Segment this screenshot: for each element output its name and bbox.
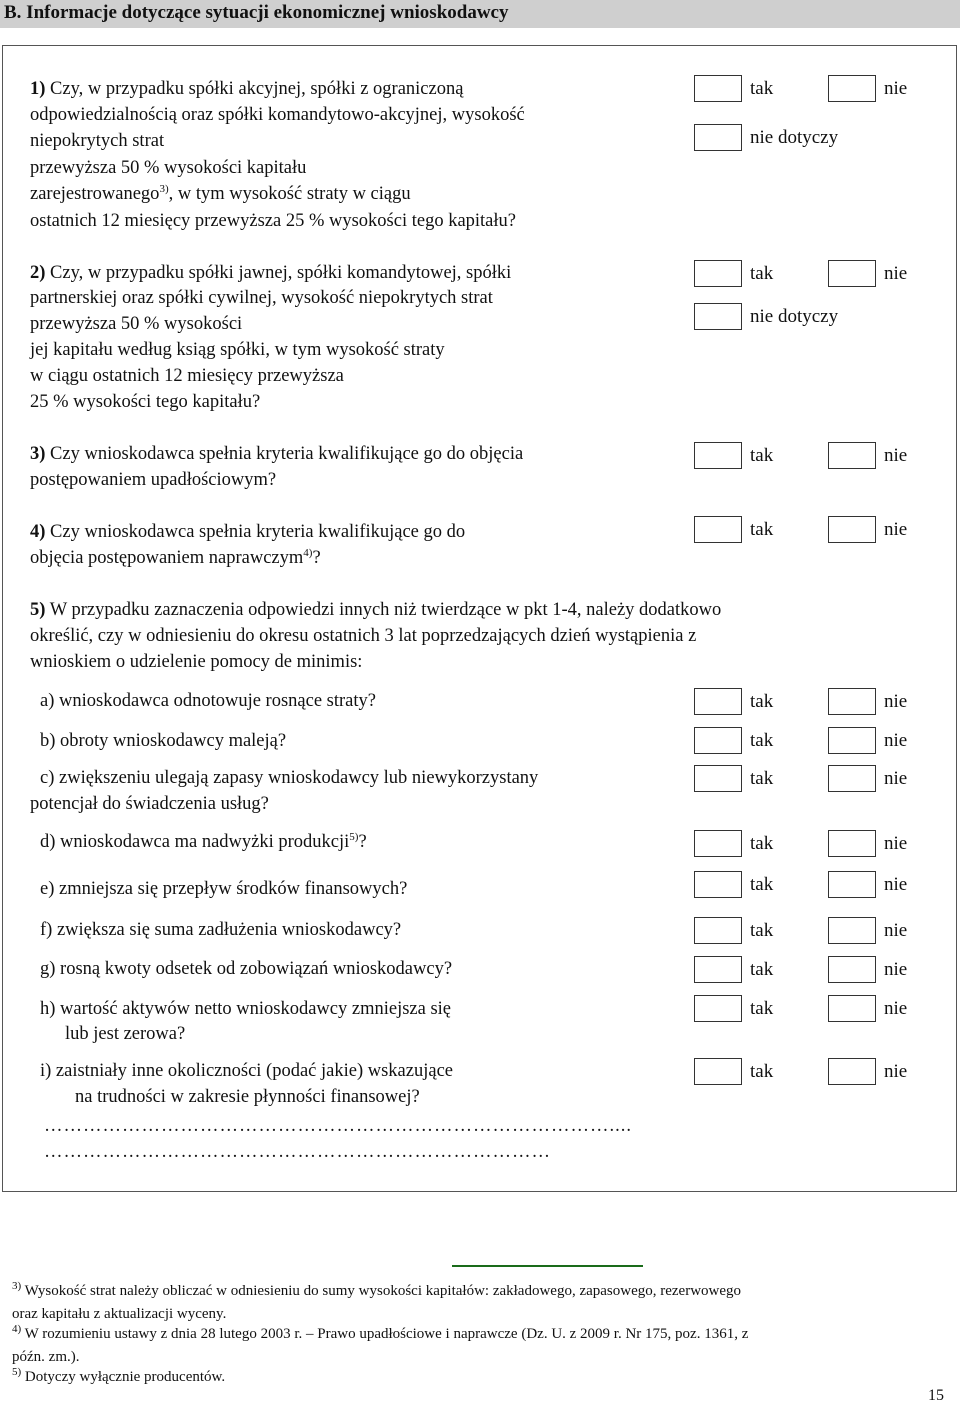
other-circumstances-line2[interactable]: ……………………………………………………………………	[44, 1142, 551, 1162]
q1-tak-checkbox[interactable]	[694, 75, 742, 102]
q4-number: 4)	[30, 522, 46, 542]
q2-line3: przewyższa 50 % wysokości	[30, 314, 243, 334]
q1-nie-checkbox[interactable]	[828, 75, 876, 102]
q5-text: W przypadku zaznaczenia odpowiedzi innych niż twierdzące w pkt 1-4, należy dodatkowo	[45, 600, 722, 620]
sub-g-nie-checkbox[interactable]	[828, 956, 876, 983]
q2-nie-label: nie	[884, 263, 908, 284]
sub-h-line1: h) wartość aktywów netto wnioskodawcy zmniejsza się	[40, 999, 452, 1019]
q2-text: Czy, w przypadku spółki jawnej, spółki komandytowej, spółki	[45, 263, 512, 283]
sub-a-text: a) wnioskodawca odnotowuje rosnące straty?	[40, 691, 376, 711]
q2-line2: partnerskiej oraz spółki cywilnej, wysokość niepokrytych strat	[30, 288, 493, 308]
sub-c-line2: potencjał do świadczenia usług?	[30, 794, 269, 814]
footnote-separator	[452, 1265, 643, 1267]
q1-line4: przewyższa 50 % wysokości kapitału	[30, 158, 307, 178]
q2-tak-label: tak	[750, 263, 774, 284]
q3-number: 3)	[30, 444, 46, 464]
q3-line2: postępowaniem upadłościowym?	[30, 470, 277, 490]
q3-nie-checkbox[interactable]	[828, 442, 876, 469]
q4-tak-label: tak	[750, 519, 774, 540]
q1-line2: odpowiedzialnością oraz spółki komandytowo-akcyjnej, wysokość	[30, 105, 525, 125]
q3-tak-checkbox[interactable]	[694, 442, 742, 469]
footnote-5	[12, 1367, 952, 1388]
footnote-5-text: Dotyczy wyłącznie producentów.	[21, 1369, 226, 1385]
page-number: 15	[928, 1387, 944, 1404]
q2-line5: w ciągu ostatnich 12 miesięcy przewyższa	[30, 366, 344, 386]
sub-b-text: b) obroty wnioskodawcy maleją?	[40, 731, 287, 751]
sub-d-text-end: ?	[358, 832, 367, 852]
q5-line3: wnioskiem o udzielenie pomocy de minimis:	[30, 652, 363, 672]
q1-nie-label: nie	[884, 78, 908, 99]
footnote-4-cont: późn. zm.).	[12, 1349, 80, 1365]
q3-nie-label: nie	[884, 445, 908, 466]
sub-h-line2: lub jest zerowa?	[65, 1024, 186, 1044]
q1-line1	[30, 76, 463, 102]
footnote-5-marker: 5)	[12, 1366, 22, 1378]
sub-h-tak-checkbox[interactable]	[694, 995, 742, 1022]
q4-footnote-ref: 4)	[303, 546, 313, 559]
sub-b-tak-label: tak	[750, 730, 774, 751]
sub-b-nie-label: nie	[884, 730, 908, 751]
sub-d-tak-checkbox[interactable]	[694, 830, 742, 857]
q5-line1	[30, 598, 721, 624]
sub-c-nie-label: nie	[884, 768, 908, 789]
q2-number: 2)	[30, 263, 46, 283]
sub-b-nie-checkbox[interactable]	[828, 727, 876, 754]
sub-e-nie-label: nie	[884, 874, 908, 895]
sub-c-tak-checkbox[interactable]	[694, 765, 742, 792]
q4-line2	[30, 545, 321, 571]
q2-tak-checkbox[interactable]	[694, 260, 742, 287]
q4-nie-checkbox[interactable]	[828, 516, 876, 543]
q1-footnote-ref: 3)	[159, 182, 169, 195]
q4-nie-label: nie	[884, 519, 908, 540]
sub-d-text	[40, 829, 367, 855]
sub-c-tak-label: tak	[750, 768, 774, 789]
q2-nie-dotyczy-checkbox[interactable]	[694, 303, 742, 330]
q2-nie-checkbox[interactable]	[828, 260, 876, 287]
sub-i-line1: i) zaistniały inne okoliczności (podać jakie) wskazujące	[40, 1061, 453, 1081]
sub-c-line1: c) zwiększeniu ulegają zapasy wnioskodawcy lub niewykorzystany	[40, 768, 539, 788]
sub-i-nie-label: nie	[884, 1061, 908, 1082]
sub-a-tak-label: tak	[750, 691, 774, 712]
q1-line6: ostatnich 12 miesięcy przewyższa 25 % wysokości tego kapitału?	[30, 211, 516, 231]
sub-d-text-main: d) wnioskodawca ma nadwyżki produkcji	[40, 832, 350, 852]
sub-e-tak-label: tak	[750, 874, 774, 895]
q4-tak-checkbox[interactable]	[694, 516, 742, 543]
sub-d-footnote-ref: 5)	[349, 830, 359, 843]
q5-line2: określić, czy w odniesieniu do okresu ostatnich 3 lat poprzedzających dzień wystąpienia z	[30, 626, 697, 646]
sub-i-nie-checkbox[interactable]	[828, 1058, 876, 1085]
footnote-4	[12, 1324, 952, 1345]
q1-line5b: , w tym wysokość straty w ciągu	[168, 184, 411, 204]
sub-c-nie-checkbox[interactable]	[828, 765, 876, 792]
q4-line2a: objęcia postępowaniem naprawczym	[30, 548, 304, 568]
sub-e-nie-checkbox[interactable]	[828, 871, 876, 898]
sub-i-tak-checkbox[interactable]	[694, 1058, 742, 1085]
q2-line4: jej kapitału według ksiąg spółki, w tym wysokość straty	[30, 340, 445, 360]
sub-b-tak-checkbox[interactable]	[694, 727, 742, 754]
sub-h-tak-label: tak	[750, 998, 774, 1019]
q3-tak-label: tak	[750, 445, 774, 466]
sub-a-nie-checkbox[interactable]	[828, 688, 876, 715]
footnote-4-marker: 4)	[12, 1323, 22, 1335]
q2-nie-dotyczy-label: nie dotyczy	[750, 306, 839, 327]
q1-number: 1)	[30, 79, 46, 99]
sub-h-nie-checkbox[interactable]	[828, 995, 876, 1022]
sub-d-tak-label: tak	[750, 833, 774, 854]
sub-f-tak-label: tak	[750, 920, 774, 941]
q1-line5a: zarejestrowanego	[30, 184, 160, 204]
q1-line5	[30, 181, 411, 207]
sub-g-nie-label: nie	[884, 959, 908, 980]
q1-tak-label: tak	[750, 78, 774, 99]
sub-g-tak-label: tak	[750, 959, 774, 980]
sub-a-nie-label: nie	[884, 691, 908, 712]
sub-d-nie-label: nie	[884, 833, 908, 854]
sub-g-tak-checkbox[interactable]	[694, 956, 742, 983]
footnote-3-cont: oraz kapitału z aktualizacji wyceny.	[12, 1306, 227, 1322]
footnote-3-text: Wysokość strat należy obliczać w odniesieniu do sumy wysokości kapitałów: zakładowego, zapasowego, rezerwowego	[21, 1283, 742, 1299]
q5-number: 5)	[30, 600, 46, 620]
sub-i-line2: na trudności w zakresie płynności finansowej?	[75, 1087, 420, 1107]
sub-i-tak-label: tak	[750, 1061, 774, 1082]
q1-text: Czy, w przypadku spółki akcyjnej, spółki z ograniczoną	[45, 79, 464, 99]
sub-d-nie-checkbox[interactable]	[828, 830, 876, 857]
other-circumstances-line1[interactable]: ……………………………………………………………………………....	[44, 1116, 632, 1136]
sub-f-nie-label: nie	[884, 920, 908, 941]
sub-f-nie-checkbox[interactable]	[828, 917, 876, 944]
sub-g-text: g) rosną kwoty odsetek od zobowiązań wnioskodawcy?	[40, 959, 453, 979]
q4-line1	[30, 519, 465, 545]
q1-nie-dotyczy-label: nie dotyczy	[750, 127, 839, 148]
sub-f-tak-checkbox[interactable]	[694, 917, 742, 944]
q4-line2b: ?	[312, 548, 321, 568]
q3-text: Czy wnioskodawca spełnia kryteria kwalifikujące go do objęcia	[45, 444, 524, 464]
footnote-3-marker: 3)	[12, 1280, 22, 1292]
sub-h-nie-label: nie	[884, 998, 908, 1019]
footnote-4-text: W rozumieniu ustawy z dnia 28 lutego 2003 r. – Prawo upadłościowe i naprawcze (Dz. U. z 2009 r. Nr 175, poz. 1361, z	[21, 1326, 749, 1342]
section-title: B. Informacje dotyczące sytuacji ekonomicznej wnioskodawcy	[4, 2, 509, 23]
footnote-3	[12, 1281, 952, 1302]
sub-f-text: f) zwiększa się suma zadłużenia wnioskodawcy?	[40, 920, 402, 940]
q2-line6: 25 % wysokości tego kapitału?	[30, 392, 261, 412]
q1-nie-dotyczy-checkbox[interactable]	[694, 124, 742, 151]
q3-line1	[30, 441, 523, 467]
q2-line1	[30, 260, 511, 286]
sub-e-tak-checkbox[interactable]	[694, 871, 742, 898]
sub-e-text: e) zmniejsza się przepływ środków finansowych?	[40, 879, 408, 899]
sub-a-tak-checkbox[interactable]	[694, 688, 742, 715]
q1-line3: niepokrytych strat	[30, 131, 165, 151]
q4-text: Czy wnioskodawca spełnia kryteria kwalifikujące go do	[45, 522, 466, 542]
